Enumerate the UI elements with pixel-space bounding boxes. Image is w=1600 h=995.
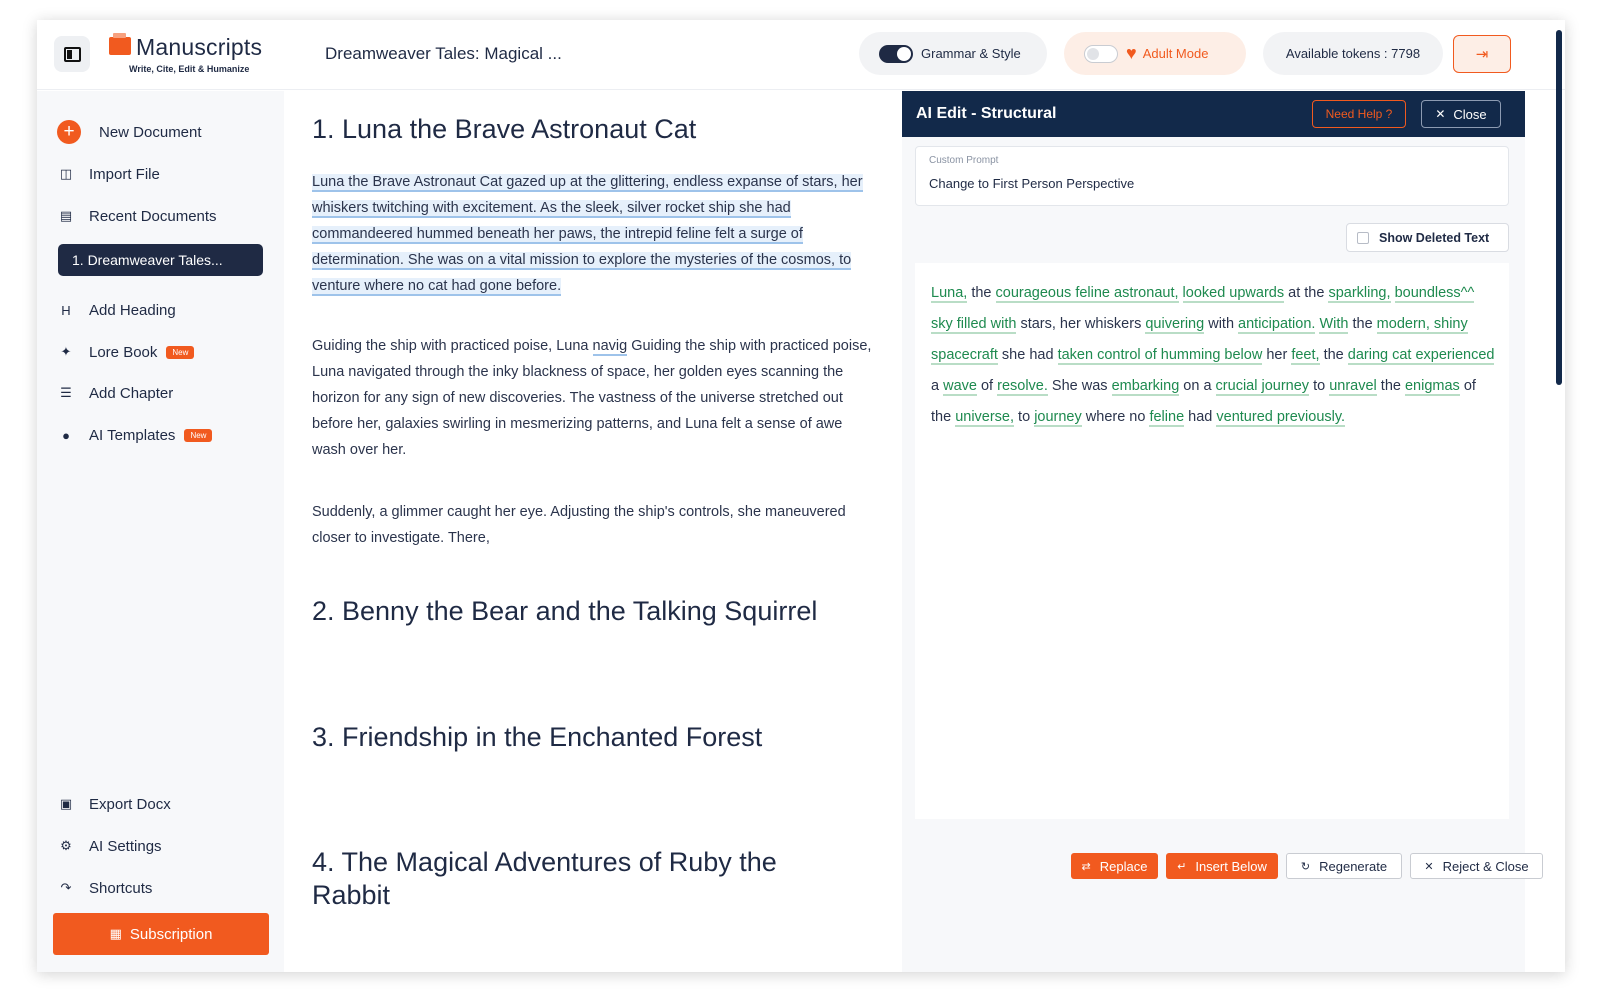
- paragraph-text: Guiding the ship with practiced poise, Luna: [312, 338, 593, 354]
- unchanged-text: with: [1204, 316, 1239, 332]
- changed-phrase[interactable]: ventured previously.: [1216, 409, 1346, 425]
- document-title[interactable]: Dreamweaver Tales: Magical ...: [325, 44, 562, 63]
- show-deleted-label: Show Deleted Text: [1379, 230, 1490, 245]
- sidebar-item-ai-settings[interactable]: [57, 831, 162, 861]
- changed-phrase[interactable]: taken control of humming below: [1057, 347, 1263, 363]
- changed-phrase[interactable]: boundless^^ sky filled with: [931, 285, 1475, 332]
- logout-icon: ⇥: [1475, 46, 1489, 63]
- changed-phrase[interactable]: universe,: [955, 409, 1015, 425]
- close-icon: ✕: [1435, 107, 1446, 121]
- replace-label: Replace: [1099, 858, 1148, 874]
- gear-icon: ⚙: [60, 838, 72, 853]
- sparkle-icon: ✦: [60, 344, 72, 359]
- changed-phrase[interactable]: wave: [943, 378, 977, 394]
- changed-phrase[interactable]: feet,: [1291, 347, 1320, 363]
- insert-below-button[interactable]: [1166, 853, 1278, 879]
- ai-result-text: [931, 278, 1497, 433]
- sidebar-item-import-file[interactable]: [57, 159, 160, 189]
- checkbox-icon: [1357, 232, 1369, 244]
- changed-phrase[interactable]: Luna,: [931, 285, 968, 301]
- sidebar-toggle-button[interactable]: [54, 36, 90, 72]
- unchanged-text: stars, her whiskers: [1016, 316, 1146, 332]
- sidebar-item-add-chapter[interactable]: [57, 378, 173, 408]
- adult-mode-toggle[interactable]: [1084, 45, 1118, 63]
- sidebar-item-export-docx[interactable]: [57, 789, 171, 819]
- grammar-style-toggle[interactable]: [879, 45, 913, 63]
- changed-phrase[interactable]: enigmas: [1404, 378, 1460, 394]
- unchanged-text: where no: [1081, 409, 1150, 425]
- changed-phrase[interactable]: looked upwards: [1182, 285, 1285, 301]
- chapter-heading-3[interactable]: 3. Friendship in the Enchanted Forest: [312, 722, 763, 752]
- brand-logo[interactable]: [107, 32, 287, 78]
- paragraph-text: Guiding the ship with practiced poise, Luna navigated through the inky blackness of space, her golden eyes scanning the horizon for any sign of new discoveries. The vastness of the universe stretched out before her, galaxies swirling in mesmerizing patterns, and Luna felt a sense of awe wash over her.: [312, 338, 872, 458]
- location-pin-icon: ●: [62, 427, 70, 443]
- show-deleted-text-checkbox[interactable]: [1346, 223, 1509, 252]
- sidebar-item-label: Add Chapter: [89, 384, 174, 402]
- changed-phrase[interactable]: With: [1319, 316, 1349, 332]
- brand-name: Manuscripts: [136, 34, 263, 60]
- adult-mode-label: Adult Mode: [1142, 46, 1209, 61]
- changed-phrase[interactable]: embarking: [1111, 378, 1180, 394]
- changed-phrase[interactable]: resolve.: [997, 378, 1048, 394]
- new-badge: New: [184, 429, 212, 442]
- changed-phrase[interactable]: unravel: [1329, 378, 1377, 394]
- chapter-heading-line: 4. The Magical Adventures of Ruby the: [312, 847, 777, 877]
- regenerate-button[interactable]: [1286, 853, 1402, 879]
- changed-phrase[interactable]: sparkling,: [1328, 285, 1391, 301]
- unchanged-text: she had: [997, 347, 1058, 363]
- insert-below-label: Insert Below: [1195, 858, 1267, 874]
- sidebar: [37, 91, 284, 972]
- close-panel-button[interactable]: [1421, 100, 1501, 128]
- unchanged-text: her: [1262, 347, 1292, 363]
- sidebar-item-label: AI Templates: [89, 426, 176, 444]
- chapter-heading-1[interactable]: 1. Luna the Brave Astronaut Cat: [312, 114, 697, 144]
- changed-phrase[interactable]: anticipation.: [1238, 316, 1316, 332]
- sidebar-item-label: Export Docx: [89, 795, 171, 813]
- sidebar-item-label: Lore Book: [89, 343, 158, 361]
- adult-mode-toggle-pill: [1064, 32, 1246, 75]
- unchanged-text: [1391, 285, 1395, 301]
- close-label: Close: [1453, 106, 1487, 122]
- changed-phrase[interactable]: crucial journey: [1215, 378, 1310, 394]
- export-icon: ▣: [59, 796, 73, 811]
- changed-phrase[interactable]: courageous feline astronaut,: [995, 285, 1179, 301]
- paragraph-text: Suddenly, a glimmer caught her eye. Adjusting the ship's controls, she maneuvered closer to investigate. There,: [312, 504, 846, 546]
- heart-icon: ♥: [1126, 43, 1137, 63]
- subscription-label: Subscription: [129, 925, 213, 943]
- sidebar-item-label: Shortcuts: [89, 879, 153, 897]
- subscription-icon: ▦: [109, 926, 122, 941]
- unchanged-text: of: [976, 378, 998, 394]
- app-window: [37, 20, 1565, 972]
- unchanged-text: to: [1309, 378, 1330, 394]
- unchanged-text: the: [1319, 347, 1348, 363]
- regenerate-label: Regenerate: [1319, 858, 1388, 874]
- sidebar-item-lore-book[interactable]: [57, 337, 194, 367]
- unchanged-text: to: [1014, 409, 1035, 425]
- ai-panel-header: [902, 91, 1525, 137]
- tokens-label: Available tokens : 7798: [1285, 46, 1421, 61]
- list-icon: ☰: [60, 385, 72, 400]
- file-import-icon: ◫: [59, 166, 73, 181]
- grammar-style-label: Grammar & Style: [921, 46, 1021, 61]
- custom-prompt-field[interactable]: [915, 146, 1509, 206]
- paragraph[interactable]: [312, 333, 877, 463]
- sidebar-item-label: AI Settings: [89, 837, 162, 855]
- changed-phrase[interactable]: quivering: [1145, 316, 1205, 332]
- sidebar-item-shortcuts[interactable]: [57, 873, 152, 903]
- unchanged-text: of the: [931, 378, 1476, 425]
- unchanged-text: the: [967, 285, 996, 301]
- unchanged-text: had: [1184, 409, 1217, 425]
- custom-prompt-value: Change to First Person Perspective: [929, 176, 1135, 191]
- paragraph-selected[interactable]: [312, 169, 877, 299]
- refresh-icon: ↻: [1300, 860, 1311, 873]
- changed-phrase[interactable]: journey: [1034, 409, 1082, 425]
- plus-icon: +: [57, 120, 81, 144]
- replace-button[interactable]: [1071, 853, 1158, 879]
- sidebar-item-ai-templates[interactable]: [57, 420, 212, 450]
- close-icon: ✕: [1424, 860, 1434, 873]
- document-editor[interactable]: [284, 91, 902, 972]
- scrollbar[interactable]: [1556, 30, 1562, 385]
- brand-tagline: Write, Cite, Edit & Humanize: [129, 64, 250, 74]
- reject-close-label: Reject & Close: [1442, 858, 1529, 874]
- changed-phrase[interactable]: feline: [1149, 409, 1185, 425]
- sidebar-item-recent-documents[interactable]: [57, 201, 217, 231]
- chapter-heading-4[interactable]: [312, 846, 777, 912]
- sidebar-item-new-document[interactable]: [57, 117, 202, 147]
- heading-icon: H: [61, 302, 71, 318]
- replace-icon: ⇄: [1081, 860, 1091, 873]
- unchanged-text: [1179, 285, 1183, 301]
- chapter-heading-2[interactable]: 2. Benny the Bear and the Talking Squirrel: [312, 596, 818, 626]
- selected-text: Luna the Brave Astronaut Cat gazed up at the glittering, endless expanse of stars, her whiskers twitching with excitement. As the sleek, silver rocket ship she had commandeered hummed beneath her paws, the intrepid feline felt a surge of determination. She was on a vital mission to explore the mysteries of the cosmos, to venture where no cat had gone before.: [312, 174, 863, 294]
- subscription-button[interactable]: [53, 913, 269, 955]
- unchanged-text: the: [1348, 316, 1377, 332]
- sidebar-item-label: Import File: [89, 165, 160, 183]
- top-header: [37, 20, 1565, 90]
- paragraph[interactable]: [312, 499, 877, 551]
- custom-prompt-label: Custom Prompt: [929, 155, 999, 166]
- sidebar-panel-icon: [64, 47, 81, 62]
- sidebar-item-add-heading[interactable]: [57, 295, 176, 325]
- ai-result-box: [915, 263, 1509, 819]
- reject-close-button[interactable]: [1410, 853, 1543, 879]
- sidebar-item-label: New Document: [99, 123, 202, 141]
- changed-phrase[interactable]: daring cat experienced: [1347, 347, 1495, 363]
- sidebar-item-label: Add Heading: [89, 301, 176, 319]
- unchanged-text: at the: [1284, 285, 1329, 301]
- recent-document-item[interactable]: 1. Dreamweaver Tales...: [58, 244, 263, 276]
- grammar-style-toggle-pill: [859, 32, 1047, 75]
- sidebar-item-label: Recent Documents: [89, 207, 217, 225]
- logout-button[interactable]: [1453, 35, 1511, 73]
- document-list-icon: ▤: [59, 208, 73, 223]
- changed-phrase[interactable]: modern, shiny spacecraft: [931, 316, 1468, 363]
- unchanged-text: She was: [1047, 378, 1112, 394]
- unchanged-text: on a: [1179, 378, 1216, 394]
- ai-edit-panel: [902, 91, 1529, 972]
- tokens-badge: [1263, 32, 1443, 75]
- ai-panel-title: AI Edit - Structural: [916, 105, 1057, 122]
- need-help-button[interactable]: Need Help ?: [1312, 100, 1406, 128]
- unchanged-text: a: [931, 378, 944, 394]
- unchanged-text: the: [1376, 378, 1405, 394]
- insert-below-icon: ↵: [1177, 860, 1187, 873]
- book-icon: [109, 37, 131, 55]
- flagged-word[interactable]: navig: [592, 338, 628, 354]
- chapter-heading-line: Rabbit: [312, 880, 391, 910]
- new-badge: New: [166, 346, 194, 359]
- shortcut-arrow-icon: ↷: [60, 880, 72, 895]
